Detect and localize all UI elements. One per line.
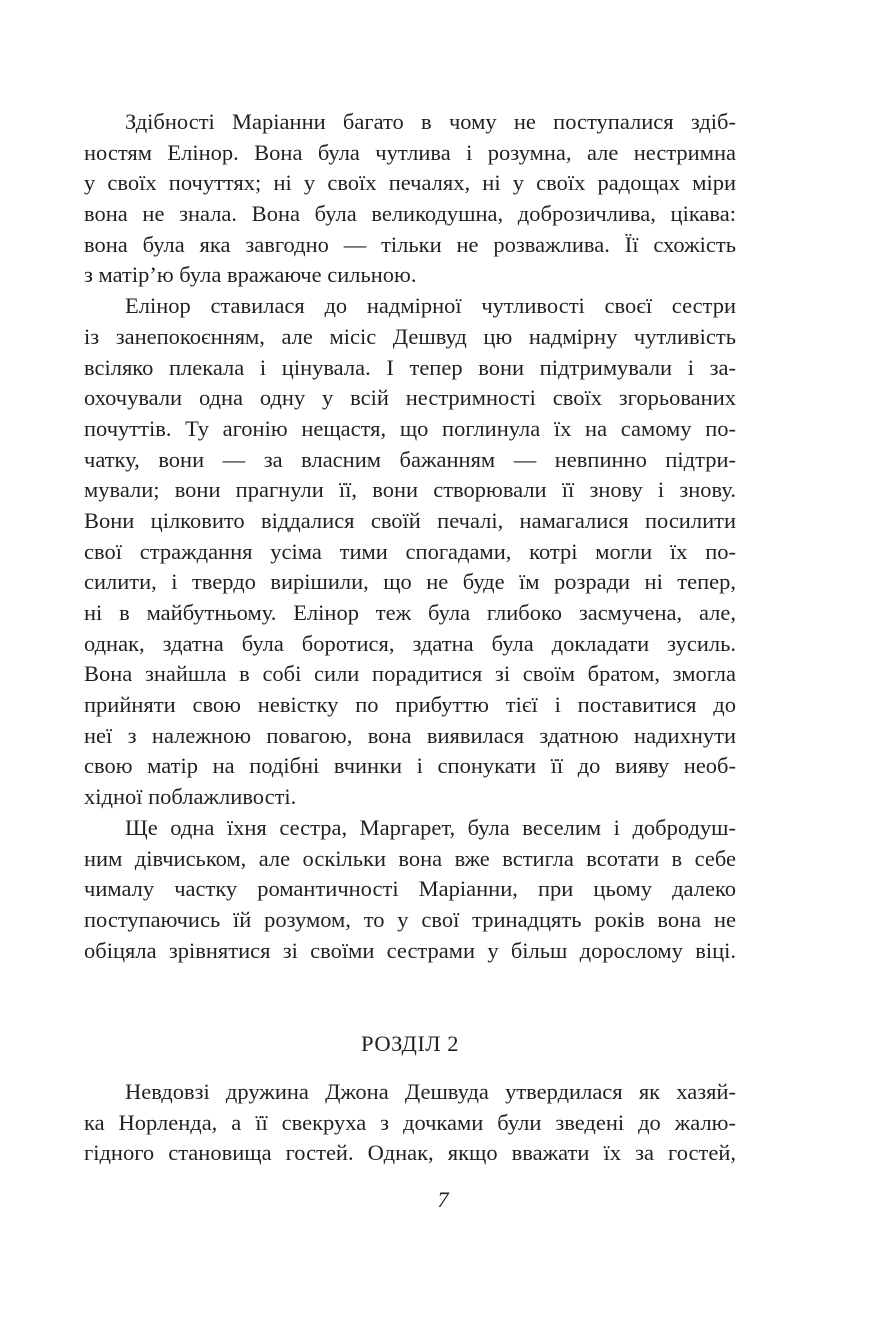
text-line: ні в майбутньому. Елінор теж була глибоко засмучена, але,: [84, 600, 736, 625]
text-line: почуттів. Ту агонію нещастя, що поглинула їх на самому по-: [84, 415, 736, 441]
text-line: гідного становища гостей. Однак, якщо вважати їх за гостей,: [84, 1140, 736, 1166]
text-line: ним дівчиськом, але оскільки вона вже встигла всотати в себе: [84, 845, 736, 871]
text-line: вона не знала. Вона була великодушна, доброзичлива, цікава:: [84, 201, 736, 227]
text-line: прийняти свою невістку по прибуттю тієї і поставитися до: [84, 692, 736, 718]
text-line: охочували одна одну у всій нестримності своїх згорьованих: [84, 385, 736, 411]
chapter-heading: РОЗДІЛ 2: [361, 1031, 459, 1056]
text-line: Здібності Маріанни багато в чому не поступалися здіб-: [125, 109, 736, 134]
text-line: чатку, вони — за власним бажанням — невпинно підтри-: [84, 446, 736, 472]
text-line: із занепокоєнням, але місіс Дешвуд цю надмірну чутливість: [84, 323, 736, 349]
text-line: з матір’ю була вражаюче сильною.: [84, 262, 417, 288]
text-line: Вона знайшла в собі сили порадитися зі своїм братом, змогла: [84, 661, 736, 687]
text-line: поступаючись їй розумом, то у свої тринадцять років вона не: [84, 906, 736, 932]
text-line: Елінор ставилася до надмірної чутливості своєї сестри: [125, 293, 736, 319]
text-line: мували; вони прагнули її, вони створювали її знову і знову.: [84, 477, 736, 503]
text-line: вона була яка завгодно — тільки не розважлива. Її схожість: [84, 231, 736, 257]
text-line: Ще одна їхня сестра, Маргарет, була веселим і добродуш-: [125, 814, 736, 840]
text-line: свої страждання усіма тими спогадами, котрі могли їх по-: [84, 538, 736, 564]
text-line: обіцяла зрівнятися зі своїми сестрами у більш дорослому віці.: [84, 937, 736, 963]
text-line: ностям Елінор. Вона була чутлива і розумна, але нестримна: [84, 139, 736, 165]
text-line: Вони цілковито віддалися своїй печалі, намагалися посилити: [84, 507, 736, 533]
text-block-2: [84, 1077, 736, 1169]
text-line: ка Норленда, а її свекруха з дочками були зведені до жалю-: [84, 1109, 736, 1135]
text-line: всіляко плекала і цінувала. І тепер вони підтримували і за-: [84, 354, 736, 380]
text-line: однак, здатна була боротися, здатна була докладати зусиль.: [84, 630, 736, 656]
text-line: неї з належною повагою, вона виявилася здатною надихнути: [84, 722, 736, 748]
text-line: у своїх почуттях; ні у своїх печалях, ні у своїх радощах міри: [84, 170, 736, 196]
text-line: чималу частку романтичності Маріанни, при цьому далеко: [84, 876, 736, 902]
text-line: Невдовзі дружина Джона Дешвуда утвердилася як хазяй-: [125, 1079, 736, 1104]
text-line: силити, і твердо вирішили, що не буде їм розради ні тепер,: [84, 569, 736, 595]
text-line: хідної поблажливості.: [84, 784, 297, 810]
page-number: 7: [437, 1187, 449, 1212]
text-block-1: [84, 107, 736, 966]
text-line: свою матір на подібні вчинки і спонукати її до вияву необ-: [84, 753, 736, 779]
